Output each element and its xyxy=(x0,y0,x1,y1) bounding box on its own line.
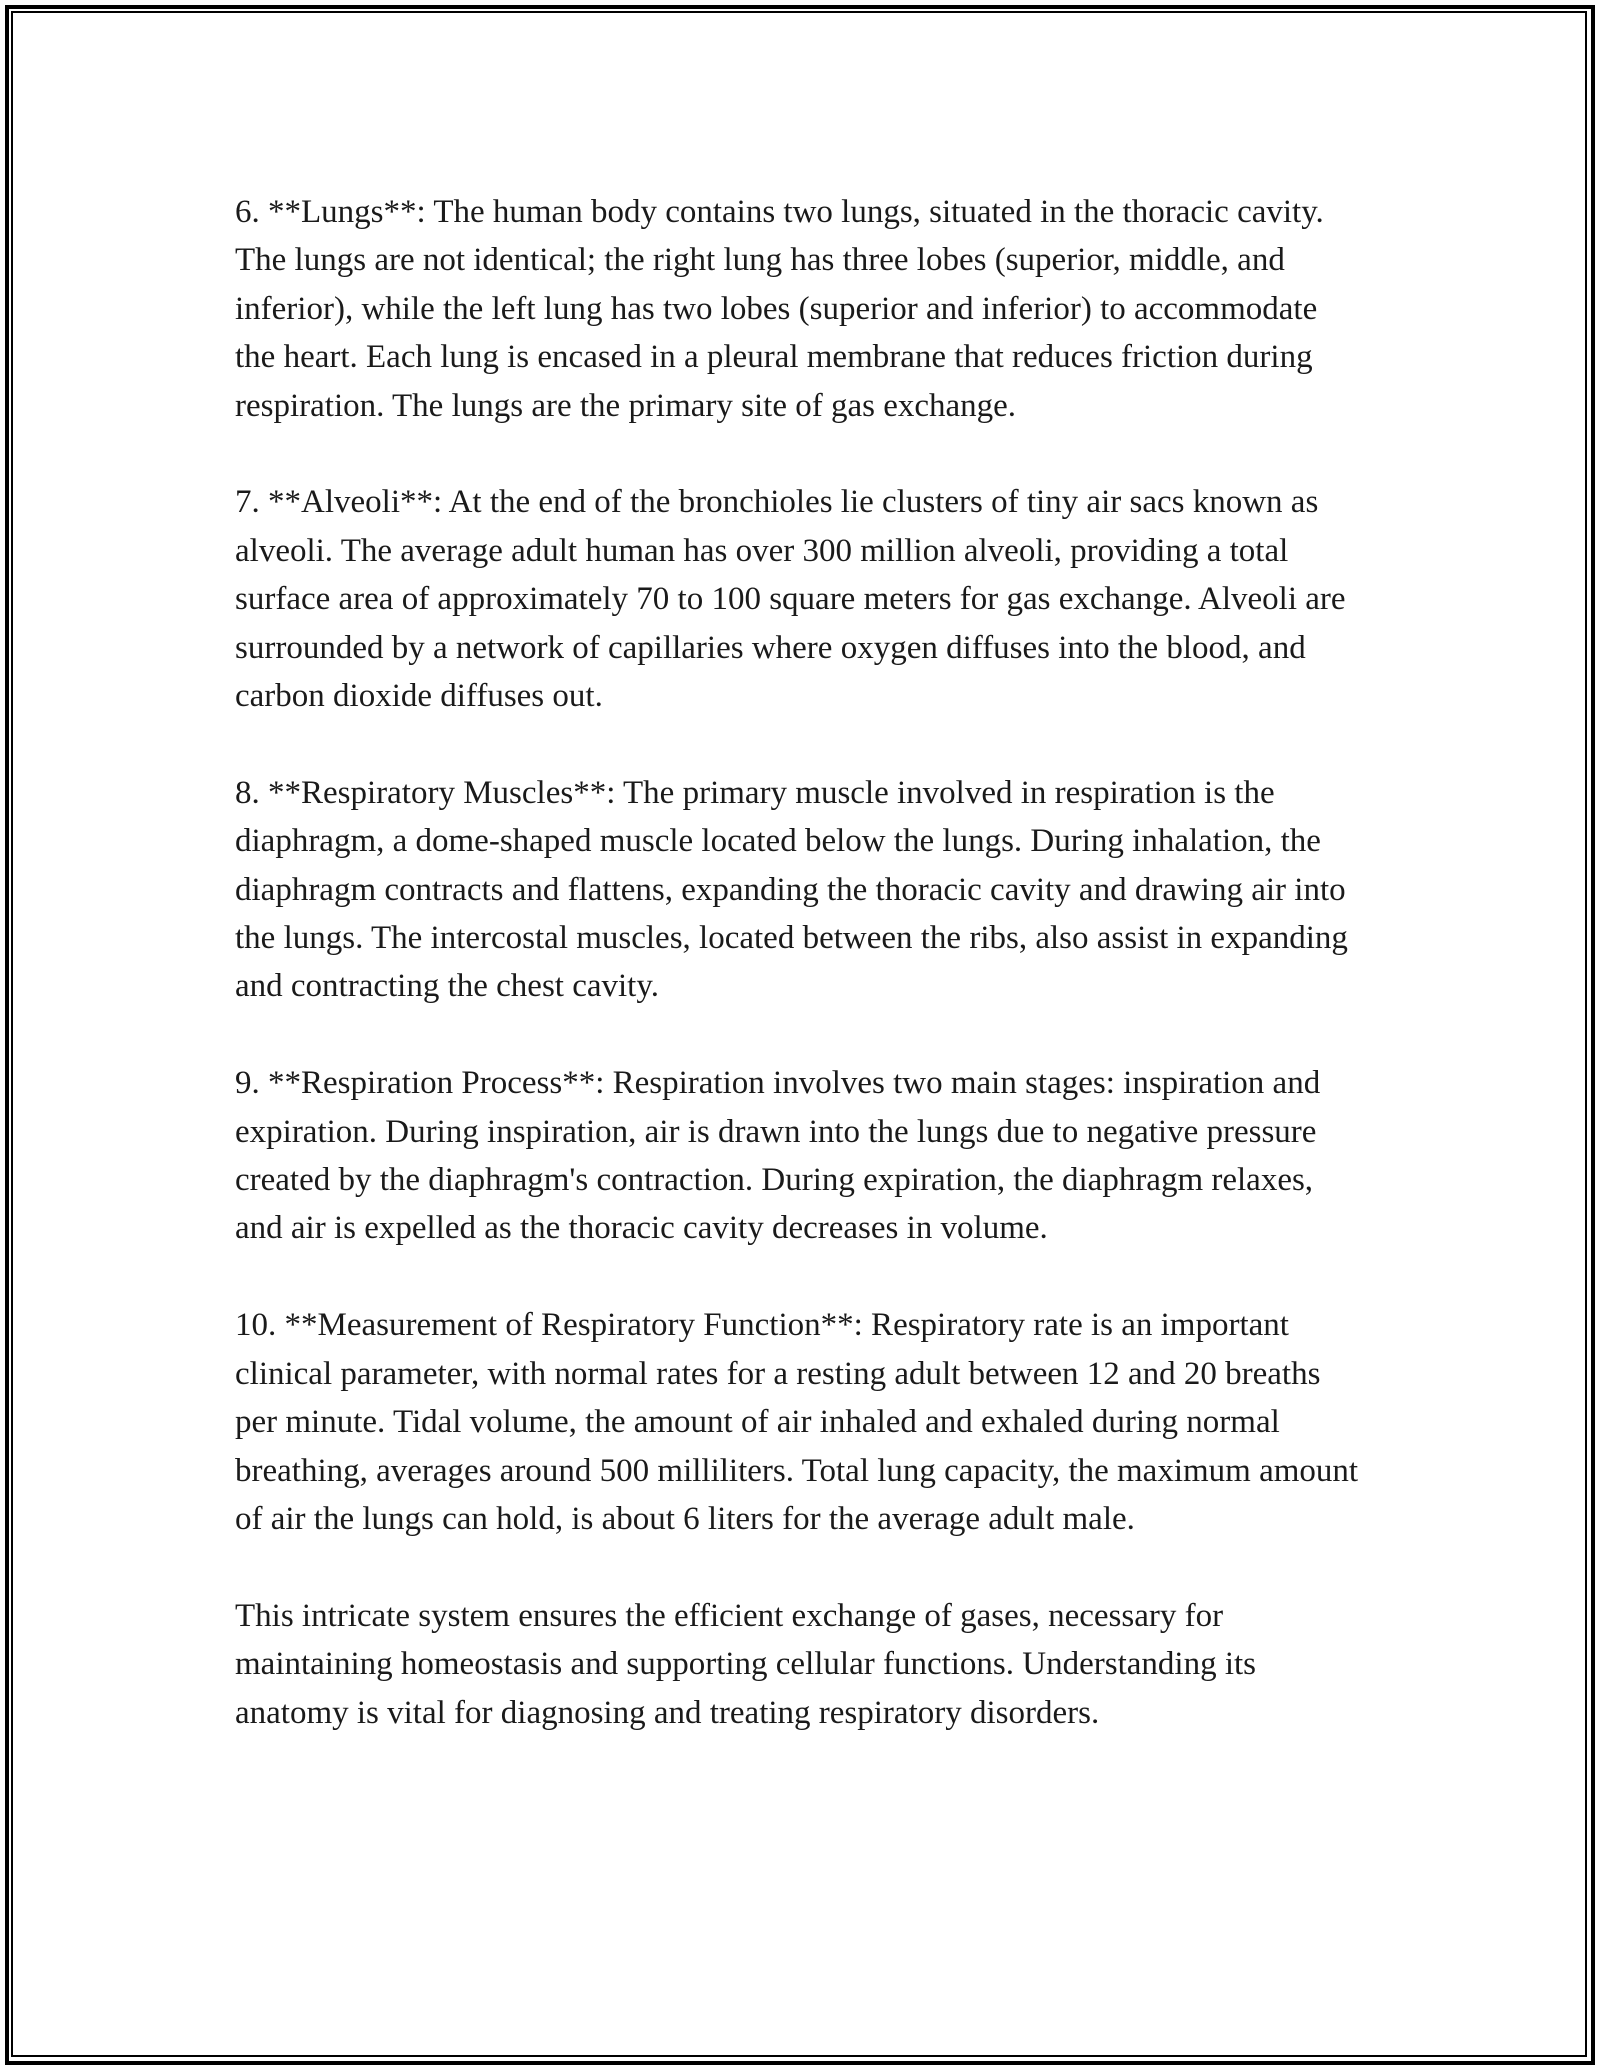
paragraph-respiration-process: 9. **Respiration Process**: Respiration involves two main stages: inspiration and expiration. During inspiration, air is drawn into the lungs due to negative pressure created by the diaphragm's contraction. During expiration, the diaphragm relaxes, and air is expelled as the thoracic cavity decreases in volume. xyxy=(235,1065,1321,1247)
document-body xyxy=(235,188,1365,1737)
paragraph-conclusion: This intricate system ensures the efficient exchange of gases, necessary for maintaining homeostasis and supporting cellular functions. Understanding its anatomy is vital for diagnosing and treating respiratory disorders. xyxy=(235,1597,1257,1731)
paragraph-alveoli: 7. **Alveoli**: At the end of the bronchioles lie clusters of tiny air sacs known as alveoli. The average adult human has over 300 million alveoli, providing a total surface area of approximately 70 to 100 square meters for gas exchange. Alveoli are surrounded by a network of capillaries where oxygen diffuses into the blood, and carbon dioxide diffuses out. xyxy=(235,484,1346,715)
paragraph-respiratory-muscles: 8. **Respiratory Muscles**: The primary muscle involved in respiration is the diaphragm, a dome-shaped muscle located below the lungs. During inhalation, the diaphragm contracts and flattens, expanding the thoracic cavity and drawing air into the lungs. The intercostal muscles, located between the ribs, also assist in expanding and contracting the chest cavity. xyxy=(235,774,1348,1005)
paragraph-measurement-respiratory-function: 10. **Measurement of Respiratory Function**: Respiratory rate is an important clinical parameter, with normal rates for a resting adult between 12 and 20 breaths per minute. Tidal volume, the amount of air inhaled and exhaled during normal breathing, averages around 500 milliliters. Total lung capacity, the maximum amount of air the lungs can hold, is about 6 liters for the average adult male. xyxy=(235,1307,1359,1537)
paragraph-lungs: 6. **Lungs**: The human body contains two lungs, situated in the thoracic cavity. The lungs are not identical; the right lung has three lobes (superior, middle, and inferior), while the left lung has two lobes (superior and inferior) to accommodate the heart. Each lung is encased in a pleural membrane that reduces friction during respiration. The lungs are the primary site of gas exchange. xyxy=(235,194,1324,424)
